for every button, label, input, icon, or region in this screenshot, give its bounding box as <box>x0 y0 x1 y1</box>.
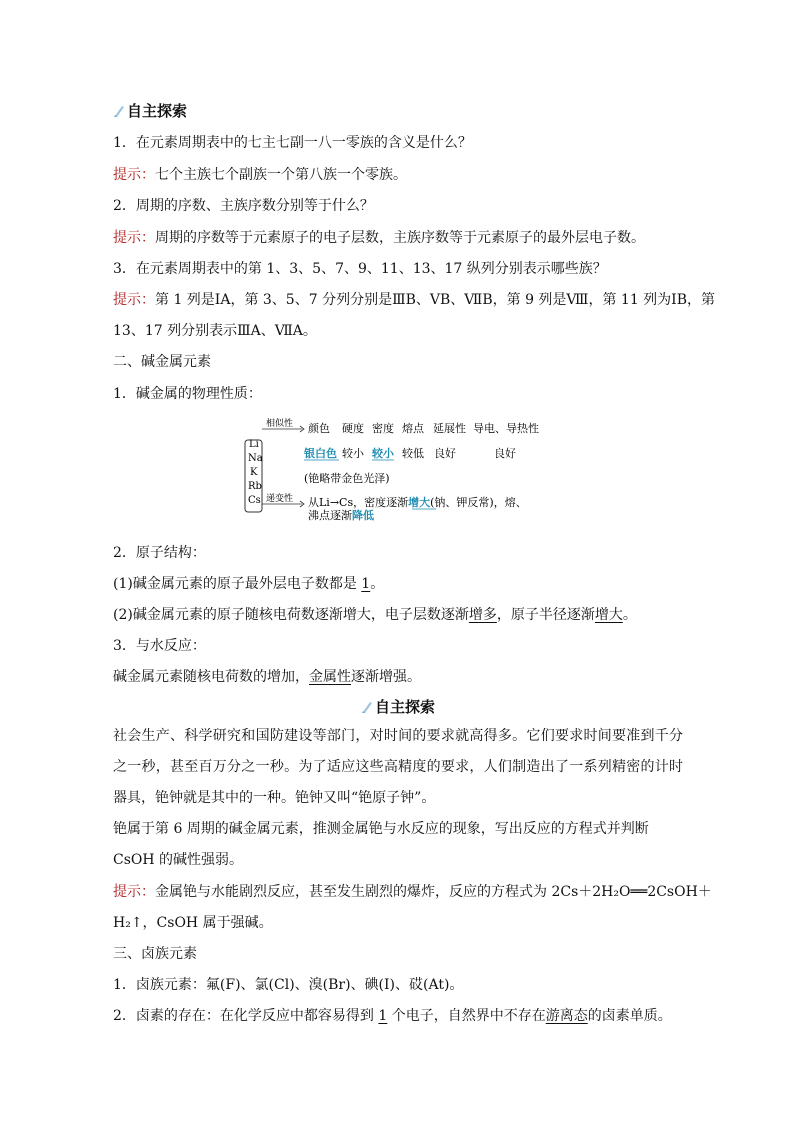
value-density: 较小 <box>372 447 394 460</box>
pen-icon <box>361 700 373 714</box>
value-conductivity: 良好 <box>494 447 516 460</box>
prop-ductility: 延展性 <box>433 422 466 435</box>
value-hardness: 较小 <box>342 447 364 460</box>
atomic-structure-2: (2)碱金属元素的原子随核电荷数逐渐增大，电子层数逐渐增多，原子半径逐渐增大。 <box>113 607 637 623</box>
value-color: 银白色 <box>304 447 337 460</box>
trend-line1: 从Li→Cs，密度逐渐增大(钠、钾反常)，熔、 <box>308 496 527 509</box>
pen-icon <box>113 104 125 118</box>
cesium-answer-line1: 提示：金属铯与水能剧烈反应，甚至发生剧烈的爆炸，反应的方程式为 2Cs＋2H₂O══2CsOH＋ <box>113 884 712 900</box>
element-cs: Cs <box>248 495 261 506</box>
water-reaction-title: 3．与水反应： <box>113 638 206 654</box>
section-title: 自主探索 <box>127 102 188 120</box>
answer-1: 提示：七个主族七个副族一个第八族一个零族。 <box>113 167 407 183</box>
answer-2: 提示：周期的序数等于元素原子的电子层数，主族序数等于元素原子的最外层电子数。 <box>113 230 645 246</box>
section-header-2 <box>113 696 683 718</box>
tip-label: 提示： <box>113 167 155 183</box>
cesium-clock-paragraph: 社会生产、科学研究和国防建设等部门，对时间的要求就高得多。它们要求时间要准到千分之一秒，甚至百万分之一秒。为了适应这些高精度的要求，人们制造出了一系列精密的计时器具，铯钟就是其中的一种。铯钟又叫“铯原子钟”。 <box>113 728 683 806</box>
tip-label: 提示： <box>113 230 155 246</box>
similar-label: 相似性 <box>266 419 294 429</box>
prop-hardness: 硬度 <box>342 422 364 435</box>
question-2: 2．周期的序数、主族序数分别等于什么？ <box>113 198 374 214</box>
answer-3-line2: 13、17 列分别表示ⅢA、ⅦA。 <box>113 323 317 339</box>
question-3: 3．在元素周期表中的第 1、3、5、7、9、11、13、17 纵列分别表示哪些族？ <box>113 261 607 277</box>
section-title: 自主探索 <box>374 698 435 716</box>
prop-conductivity: 导电、导热性 <box>473 422 539 435</box>
prop-density: 密度 <box>372 422 394 435</box>
answer-3-line1: 提示：第 1 列是ⅠA，第 3、5、7 分列分别是ⅢB、ⅤB、ⅦB，第 9 列是Ⅷ，第 11 列为ⅠB，第 <box>113 292 716 308</box>
prop-melting: 熔点 <box>402 422 424 435</box>
value-melting: 较低 <box>402 447 424 460</box>
cesium-question: 铯属于第 6 周期的碱金属元素，推测金属铯与水反应的现象，写出反应的方程式并判断 CsOH 的碱性强弱。 <box>113 821 649 868</box>
section-header-1 <box>113 100 683 122</box>
atomic-structure-1: (1)碱金属元素的原子最外层电子数都是 1。 <box>113 576 385 592</box>
halogen-existence: 2．卤素的存在：在化学反应中都容易得到 1 个电子，自然界中不存在游离态的卤素单质。 <box>113 1008 672 1024</box>
question-1: 1．在元素周期表中的七主七副一八一零族的含义是什么？ <box>113 135 472 151</box>
prop-color: 颜色 <box>308 422 330 435</box>
element-rb: Rb <box>248 481 262 492</box>
halogen-elements: 1．卤族元素：氟(F)、氯(Cl)、溴(Br)、碘(I)、砹(At)。 <box>113 977 464 993</box>
alkali-properties-diagram <box>244 419 544 522</box>
value-ductility: 良好 <box>434 447 456 460</box>
physical-properties-title: 1．碱金属的物理性质： <box>113 386 262 402</box>
element-k: K <box>250 467 258 478</box>
heading-halogens: 三、卤族元素 <box>113 946 197 962</box>
cesium-answer-line2: H₂↑，CsOH 属于强碱。 <box>113 915 273 931</box>
tip-label: 提示： <box>113 292 155 308</box>
element-li: Li <box>249 439 259 450</box>
trend-line2: 沸点逐渐降低 <box>308 509 374 522</box>
heading-alkali-metals: 二、碱金属元素 <box>113 354 211 370</box>
gradual-label: 递变性 <box>266 494 294 504</box>
color-note: (铯略带金色光泽) <box>304 472 390 485</box>
atomic-structure-title: 2．原子结构： <box>113 545 206 561</box>
water-reaction-text: 碱金属元素随核电荷数的增加，金属性逐渐增强。 <box>113 669 421 685</box>
element-na: Na <box>248 453 263 464</box>
tip-label: 提示： <box>113 884 155 900</box>
